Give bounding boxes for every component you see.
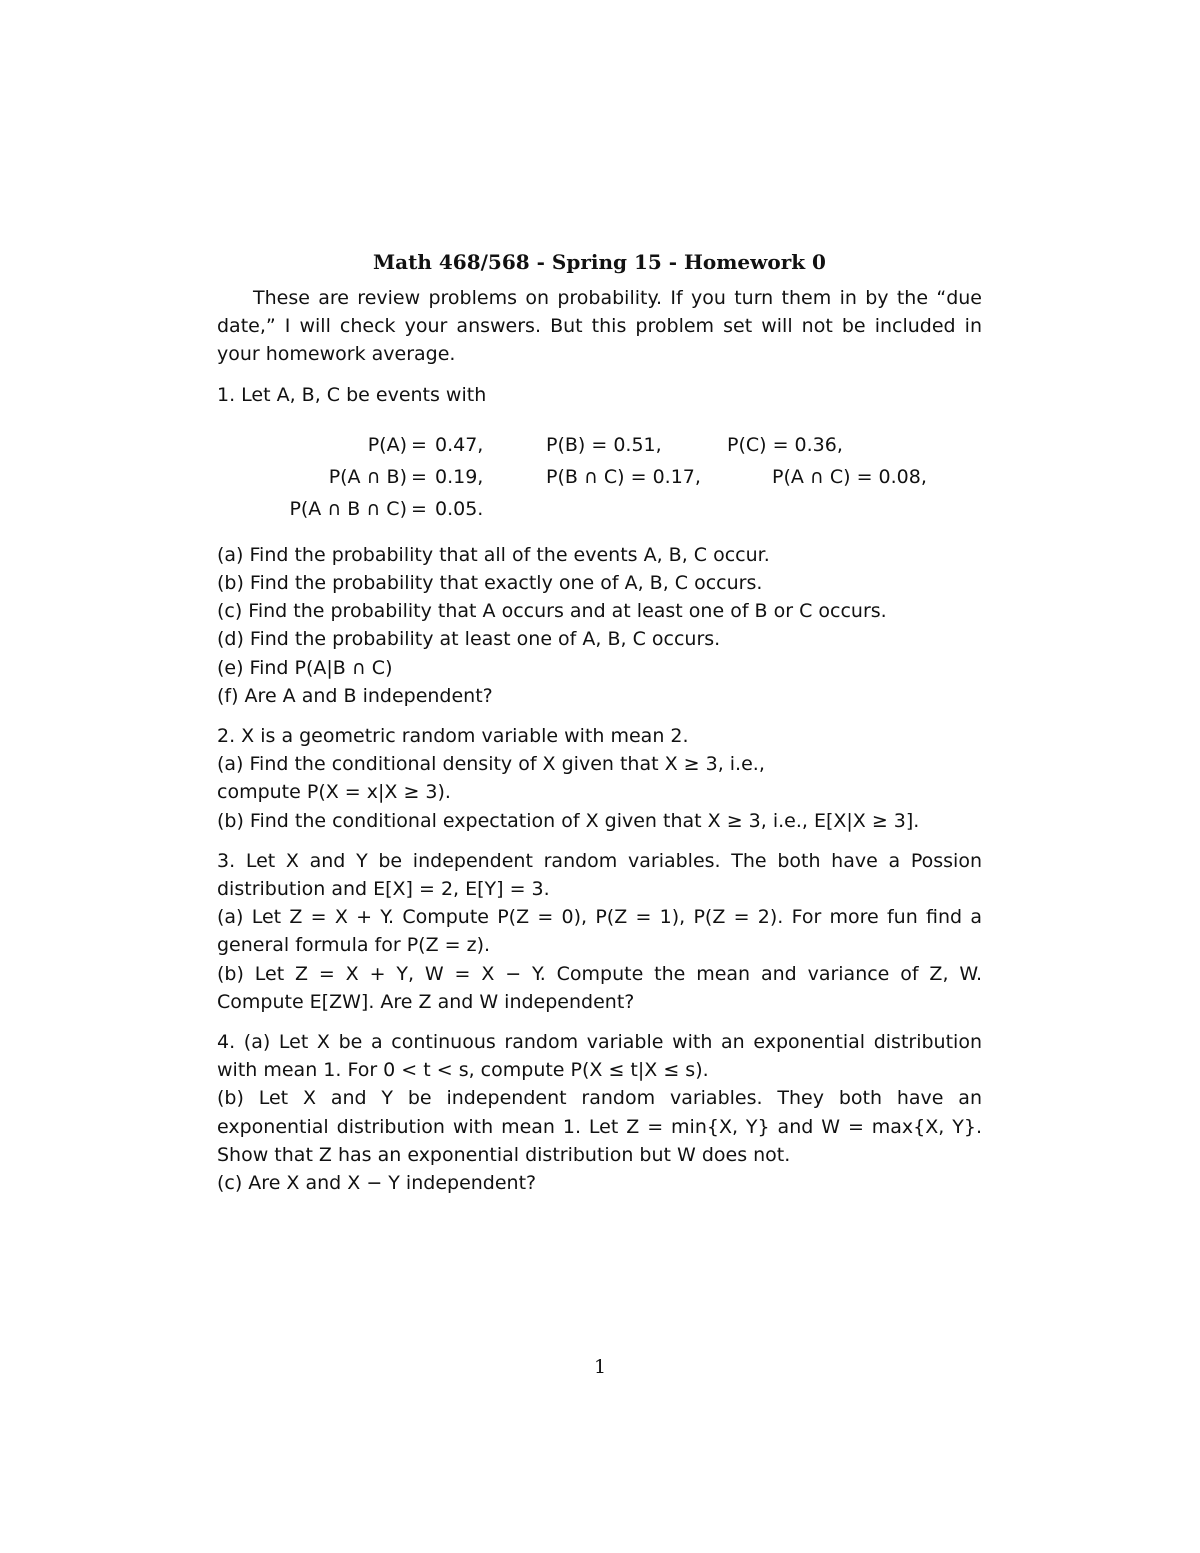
- problem-2a-line-2: compute P(X = x|X ≥ 3).: [217, 781, 451, 804]
- eq-sign: =: [411, 497, 427, 520]
- problem-2-stem: 2. X is a geometric random variable with mean 2.: [217, 725, 689, 748]
- eq-lhs: P(A): [367, 433, 407, 456]
- page-number: 1: [593, 1356, 607, 1378]
- intro-paragraph: These are review problems on probability. If you turn them in by the “due date,” I will check your answers. But this problem set will not be included in your homework average.: [217, 287, 982, 366]
- probability-equations: [217, 429, 982, 525]
- problem-1a: (a) Find the probability that all of the events A, B, C occur.: [217, 543, 770, 566]
- problem-1d: (d) Find the probability at least one of A, B, C occurs.: [217, 628, 721, 651]
- eq-col-3: P(C) = 0.36,: [727, 433, 843, 456]
- eq-col-2: P(B) = 0.51,: [546, 433, 662, 456]
- problem-2a-line-1: (a) Find the conditional density of X given that X ≥ 3, i.e.,: [217, 753, 765, 776]
- equation-row-3: [217, 493, 982, 525]
- problem-1b: (b) Find the probability that exactly one of A, B, C occurs.: [217, 572, 763, 595]
- problem-1e: (e) Find P(A|B ∩ C): [217, 656, 393, 679]
- eq-lhs: P(A ∩ B ∩ C): [289, 497, 407, 520]
- problem-2b: (b) Find the conditional expectation of X given that X ≥ 3, i.e., E[X|X ≥ 3].: [217, 809, 920, 832]
- document-body: [217, 248, 982, 1197]
- eq-value: 0.05.: [435, 497, 484, 520]
- problem-1f: (f) Are A and B independent?: [217, 684, 493, 707]
- eq-col-2: P(B ∩ C) = 0.17,: [546, 465, 701, 488]
- problem-3-stem: 3. Let X and Y be independent random variables. The both have a Possion distribution and E[X] = 2, E[Y] = 3.: [217, 849, 982, 901]
- equation-row-2: [217, 461, 982, 493]
- problem-1c: (c) Find the probability that A occurs and at least one of B or C occurs.: [217, 600, 887, 623]
- problem-3a: (a) Let Z = X + Y. Compute P(Z = 0), P(Z = 1), P(Z = 2). For more fun find a general formula for P(Z = z).: [217, 906, 982, 957]
- eq-col-3: P(A ∩ C) = 0.08,: [772, 465, 927, 488]
- problem-3b: (b) Let Z = X + Y, W = X − Y. Compute the mean and variance of Z, W. Compute E[ZW]. Are Z and W independent?: [217, 962, 982, 1013]
- page-title: Math 468/568 - Spring 15 - Homework 0: [373, 250, 826, 274]
- eq-sign: =: [411, 465, 427, 488]
- eq-sign: =: [411, 433, 427, 456]
- problem-4b: (b) Let X and Y be independent random variables. They both have an exponential distribution with mean 1. Let Z = min{X, Y} and W = max{X, Y}. Show that Z has an exponential distribution but W does not.: [217, 1087, 982, 1166]
- eq-value: 0.47,: [435, 433, 484, 456]
- eq-lhs: P(A ∩ B): [328, 465, 407, 488]
- eq-value: 0.19,: [435, 465, 484, 488]
- equation-row-1: [217, 429, 982, 461]
- problem-4a: 4. (a) Let X be a continuous random variable with an exponential distribution with mean 1. For 0 < t < s, compute P(X ≤ t|X ≤ s).: [217, 1031, 982, 1082]
- problem-1-stem: 1. Let A, B, C be events with: [217, 383, 487, 406]
- problem-4c: (c) Are X and X − Y independent?: [217, 1172, 537, 1195]
